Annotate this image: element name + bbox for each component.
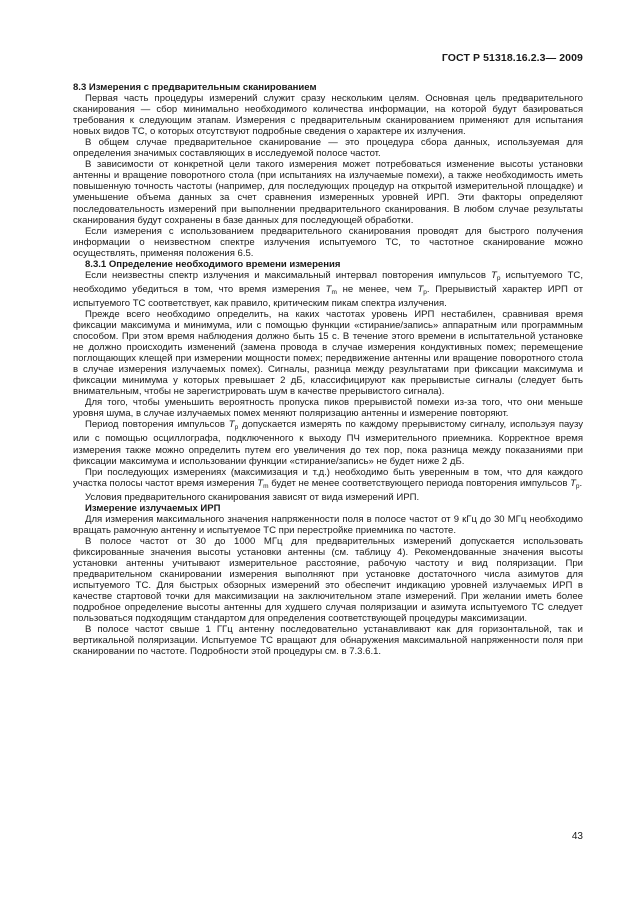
paragraph: Период повторения импульсов $T_p$ допускается измерять по каждому прерывистому сигналу, используя паузу или с помощью осциллографа, подключенного к выходу ПЧ измерительного приемника. Корректное время измерения также можно определить путем его увеличения до тех пор, пока разница между показаниями при фиксации максимума и использовании функции «стирание/запись» не будет ниже 2 дБ. xyxy=(73,419,584,467)
page-number: 43 xyxy=(571,831,583,842)
paragraph: В зависимости от конкретной цели такого измерения может потребоваться изменение высоты установки антенны и вращение поворотного стола (при испытаниях на излучаемые помехи), а также необходимость иметь повышенную точность частоты (например, для последующих процедур на открытой измерительной площадке) и уменьшение объема данных за счет сравнения измеренных уровней ИРП. Эти факторы определяют последовательность измерений при выполнении предварительного сканирования. В любом случае результаты сканирования будут сохранены в базе данных для последующей обработки. xyxy=(73,159,583,226)
emission-measurement-heading: Измерение излучаемых ИРП xyxy=(85,502,221,514)
paragraph: В общем случае предварительное сканирование — это процедура сбора данных, используемая для определения значимых составляющих в исследуемой полосе частот. xyxy=(73,137,583,160)
paragraph: В полосе частот от 30 до 1000 МГц для предварительных измерений допускается использовать фиксированные значения высоты установки антенны (см. таблицу 4). Рекомендованные значения высоты установки антенны учитывают измерительное расстояние, рабочую частоту и вид поляризации. При предварительном сканировании измерения выполняют при установке достаточного числа азимутов для испытуемого ТС. Для быстрых обзорных измерений это обеспечит индикацию уровней излучаемых ИРП в качестве стартовой точки для максимизации на заключительном этапе измерений. При желании иметь более подробное определение высоты антенны для худшего случая поляризации и азимута испытуемого ТС следует пользоваться подходящим стандартом для определения соответствующей процедуры максимизации. xyxy=(73,535,583,625)
paragraph: Если неизвестны спектр излучения и максимальный интервал повторения импульсов $T_p$ испытуемого ТС, необходимо убедиться в том, что время измерения $T_m$ не менее, чем $T_p$. Прерывистый характер ИРП от испытуемого ТС соответствует, как правило, критическим пикам спектра излучения. xyxy=(73,269,583,309)
paragraph: Прежде всего необходимо определить, на каких частотах уровень ИРП нестабилен, сравнивая время фиксации максимума и минимума, или с помощью функции «стирание/запись» аппаратным или программным способом. При этом время наблюдения должно быть 15 с. В течение этого времени в испытательной установке не должно происходить изменений (замена провода в случае измерения кондуктивных помех; перемещение поглощающих клещей при измерении мощности помех; передвижение антенны или вращение поворотного стола в случае измерения излучаемых помех). Сигналы, разница между результатами при фиксации максимума и фиксации минимума у которых превышает 2 дБ, классифицируют как прерывистые сигналы (следует быть внимательным, чтобы не зарегистрировать шум в качестве прерывистого сигнала). xyxy=(73,308,583,398)
section-8-3-1-heading: 8.3.1 Определение необходимого времени измерения xyxy=(85,258,341,270)
section-8-3-heading: 8.3 Измерения с предварительным сканированием xyxy=(73,82,317,93)
paragraph: Если измерения с использованием предварительного сканирования проводят для быстрого получения информации о неизвестном спектре излучения испытуемого ТС, то частотное сканирование можно осуществлять, применяя положения 6.5. xyxy=(73,225,583,259)
paragraph: Условия предварительного сканирования зависят от вида измерений ИРП. xyxy=(85,491,420,503)
paragraph: Для того, чтобы уменьшить вероятность пропуска пиков прерывистой помехи из-за того, что они меньше уровня шума, в случае излучаемых помех меняют поляризацию антенны и измерение повторяют. xyxy=(73,397,583,420)
paragraph: Для измерения максимального значения напряженности поля в полосе частот от 9 кГц до 30 МГц необходимо вращать рамочную антенну и испытуемое ТС при перестройке приемника по частоте. xyxy=(73,513,583,536)
paragraph: Первая часть процедуры измерений служит сразу нескольким целям. Основная цель предварительного сканирования — сбор минимально необходимого количества информации, на которой будут базироваться требования к следующим этапам. Измерения с предварительным сканированием применяют для испытания новых видов ТС, о которых отсутствуют подробные сведения о характере их излучения. xyxy=(73,93,583,138)
page-body xyxy=(73,82,583,657)
paragraph: При последующих измерениях (максимизация и т.д.) необходимо быть уверенным в том, что для каждого участка полосы частот время измерения $T_m$ будет не менее соответствующего периода повторения импульсов $T_p$. xyxy=(73,466,583,490)
standard-header: ГОСТ Р 51318.16.2.3— 2009 xyxy=(441,52,583,64)
paragraph: В полосе частот свыше 1 ГГц антенну последовательно устанавливают как для горизонтальной, так и вертикальной поляризации. Испытуемое ТС вращают для обнаружения максимальной напряженности поля при сканировании по частоте. Подробности этой процедуры см. в 7.3.6.1. xyxy=(73,624,583,658)
